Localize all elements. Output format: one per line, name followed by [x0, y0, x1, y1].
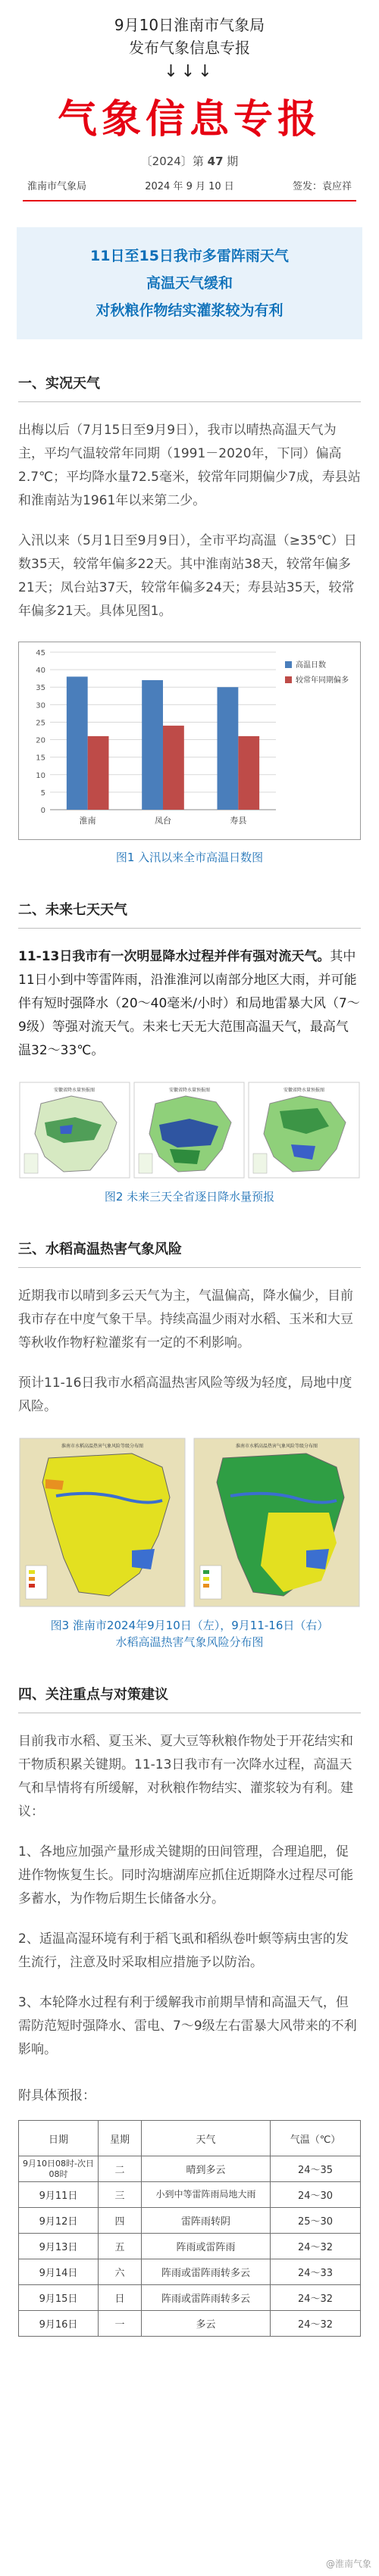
- y-tick-label: 10: [36, 771, 45, 780]
- red-divider: [23, 200, 356, 201]
- cell-week: 一: [99, 2311, 142, 2337]
- cell-weather: 小到中等雷阵雨局地大雨: [142, 2182, 271, 2208]
- intro-line-1: 9月10日淮南市气象局: [114, 16, 265, 34]
- headline-line-2: 高温天气缓和: [146, 275, 233, 292]
- cell-date: 9月16日: [19, 2311, 99, 2337]
- y-tick-label: 20: [36, 736, 45, 745]
- section-divider: [18, 401, 361, 402]
- precip-forecast-maps: [18, 1081, 361, 1179]
- meta-org: 淮南市气象局: [27, 181, 87, 192]
- down-arrows-icon: ↓↓↓: [164, 62, 215, 81]
- col-week-header: 星期: [99, 2121, 142, 2156]
- legend-swatch: [285, 676, 292, 683]
- y-tick-label: 5: [40, 788, 45, 798]
- meta-date: 2024 年 9 月 10 日: [145, 181, 234, 192]
- cell-temp: 24～30: [271, 2182, 361, 2208]
- figure-2: [18, 1081, 361, 1205]
- section-divider: [18, 928, 361, 929]
- bar-above-normal: [238, 736, 259, 810]
- legend-swatch: [285, 661, 292, 668]
- forecast-table: [18, 2120, 361, 2337]
- legend-label: 高温日数: [296, 661, 326, 670]
- cell-date: 9月10日08时-次日08时: [19, 2156, 99, 2182]
- section-divider: [18, 1267, 361, 1268]
- table-row: [19, 2156, 361, 2182]
- cell-date: 9月14日: [19, 2259, 99, 2285]
- section-4-title: 四、关注重点与对策建议: [18, 1687, 168, 1703]
- intro-line-2: 发布气象信息专报: [129, 39, 250, 57]
- section-1-title: 一、实况天气: [18, 376, 100, 392]
- section-2-lead: 11-13日我市有一次明显降水过程并伴有强对流天气。: [18, 949, 330, 964]
- risk-map-right-header: 淮南市水稻高温热害气象风险等级分布图: [235, 1444, 318, 1449]
- cell-weather: 晴到多云: [142, 2156, 271, 2182]
- y-tick-label: 15: [36, 754, 45, 763]
- figure-3: [18, 1437, 361, 1650]
- table-title: 附具体预报：: [18, 2088, 96, 2103]
- cell-week: 日: [99, 2285, 142, 2311]
- risk-map-left: [20, 1438, 185, 1606]
- section-4-paragraph-2: 1、各地应加强产量形成关键期的田间管理，合理追肥，促进作物恢复生长。同时沟塘湖库应抓住近期降水过程尽可能多蓄水，为作物后期生长储备水分。: [18, 1844, 353, 1906]
- risk-map-right: [194, 1438, 359, 1606]
- col-date-header: 日期: [19, 2121, 99, 2156]
- table-header-row: [19, 2121, 361, 2156]
- section-2-paragraph: [18, 945, 361, 1063]
- risk-map-left-header: 淮南市水稻高温热害气象风险等级分布图: [61, 1444, 144, 1449]
- cell-weather: 阵雨或雷阵雨: [142, 2234, 271, 2259]
- cell-temp: 25～30: [271, 2208, 361, 2234]
- x-tick-label: 寿县: [230, 816, 247, 826]
- intro-header: [0, 0, 379, 85]
- cell-week: 六: [99, 2259, 142, 2285]
- section-2-body: 其中11日小到中等雷阵雨，沿淮淮河以南部分地区大雨，并可能伴有短时强降水（20～40毫米/小时）和局地雷暴大风（7～9级）等强对流天气。未来七天无大范围高温天气，最高气温32～33℃。: [18, 949, 360, 1058]
- section-4-paragraph-4: 3、本轮降水过程有利于缓解我市前期旱情和高温天气，但需防范短时强降水、雷电、7～9级左右雷暴大风带来的不利影响。: [18, 1995, 357, 2057]
- cell-temp: 24～32: [271, 2234, 361, 2259]
- cell-temp: 24～33: [271, 2259, 361, 2285]
- bar-high-temp-days: [218, 687, 239, 810]
- table-row: [19, 2182, 361, 2208]
- bar-above-normal: [163, 726, 184, 810]
- precip-map-day-1: [20, 1082, 130, 1178]
- section-2-title: 二、未来七天天气: [18, 902, 127, 918]
- bar-high-temp-days: [142, 680, 163, 810]
- table-row: [19, 2259, 361, 2285]
- section-4-paragraph-3: 2、适温高湿环境有利于稻飞虱和稻纵卷叶螟等病虫害的发生流行，注意及时采取相应措施予以防治。: [18, 1931, 349, 1970]
- headline-line-1: 11日至15日我市多雷阵雨天气: [90, 248, 289, 264]
- meta-row: [27, 178, 352, 192]
- table-row: [19, 2234, 361, 2259]
- table-row: [19, 2311, 361, 2337]
- col-temp-header: 气温（℃）: [271, 2121, 361, 2156]
- meta-signer: 签发：袁应祥: [292, 181, 352, 192]
- bar-above-normal: [88, 736, 109, 810]
- cell-weather: 阵雨或雷阵雨转多云: [142, 2259, 271, 2285]
- cell-date: 9月13日: [19, 2234, 99, 2259]
- x-tick-label: 淮南: [79, 816, 96, 826]
- y-tick-label: 0: [40, 807, 45, 815]
- precip-map-day-2: [134, 1082, 244, 1178]
- y-tick-label: 30: [36, 701, 45, 710]
- cell-temp: 24～35: [271, 2156, 361, 2182]
- section-1-paragraph-1: 出梅以后（7月15日至9月9日），我市以晴热高温天气为主，平均气温较常年同期（1991－2020年，下同）偏高2.7℃；平均降水量72.5毫米，较常年同期偏少7成，寿县站和淮南站为1961年以来第二少。: [18, 423, 361, 508]
- cell-temp: 24～32: [271, 2285, 361, 2311]
- col-weather-header: 天气: [142, 2121, 271, 2156]
- issue-number: [0, 153, 379, 169]
- precip-map-day-3: [249, 1082, 359, 1178]
- report-banner-title: 气象信息专报: [57, 96, 321, 142]
- high-temp-days-chart: [18, 642, 361, 840]
- cell-weather: 多云: [142, 2311, 271, 2337]
- x-tick-label: 凤台: [155, 816, 171, 826]
- headline-line-3: 对秋粮作物结实灌浆较为有利: [96, 302, 283, 319]
- figure-1-caption: 图1 入汛以来全市高温日数图: [115, 851, 264, 864]
- precip-map-2-header: 安徽省降水量预报图: [168, 1088, 211, 1093]
- issue-prefix: 〔2024〕第: [140, 155, 204, 168]
- cell-temp: 24～32: [271, 2311, 361, 2337]
- section-1-paragraph-2: 入汛以来（5月1日至9月9日），全市平均高温（≥35℃）日数35天，较常年偏多22天。其中淮南站38天，较常年偏多21天；凤台站37天，较常年偏多24天；寿县站35天，较常年偏多21天。具体见图1。: [18, 533, 357, 619]
- section-3-title: 三、水稻高温热害气象风险: [18, 1241, 182, 1257]
- figure-3-caption-line-2: 水稻高温热害气象风险分布图: [115, 1635, 264, 1649]
- issue-num: 47: [207, 155, 224, 168]
- cell-date: 9月12日: [19, 2208, 99, 2234]
- section-3-paragraph-2: 预计11-16日我市水稻高温热害风险等级为轻度，局地中度风险。: [18, 1375, 352, 1414]
- figure-2-caption: 图2 未来三天全省逐日降水量预报: [104, 1190, 275, 1204]
- cell-weather: 雷阵雨转阴: [142, 2208, 271, 2234]
- cell-week: 五: [99, 2234, 142, 2259]
- legend-label: 较常年同期偏多: [296, 676, 349, 685]
- cell-week: 四: [99, 2208, 142, 2234]
- cell-date: 9月11日: [19, 2182, 99, 2208]
- headline-box: [17, 227, 362, 339]
- y-tick-label: 25: [36, 719, 45, 728]
- y-tick-label: 35: [36, 684, 45, 693]
- precip-map-1-header: 安徽省降水量预报图: [53, 1088, 96, 1093]
- figure-1: [18, 642, 361, 866]
- y-tick-label: 40: [36, 667, 45, 676]
- watermark-text: @淮南气象: [325, 2559, 371, 2569]
- cell-week: 二: [99, 2156, 142, 2182]
- section-4-paragraph-1: 目前我市水稻、夏玉米、夏大豆等秋粮作物处于开花结实和干物质积累关键期。11-13日我市有一次降水过程，高温天气和旱情将有所缓解，对秋粮作物结实、灌浆较为有利。建议：: [18, 1734, 353, 1819]
- section-3-paragraph-1: 近期我市以晴到多云天气为主，气温偏高，降水偏少，目前我市存在中度气象干旱。持续高温少雨对水稻、玉米和大豆等秋收作物籽粒灌浆有一定的不利影响。: [18, 1288, 353, 1350]
- y-tick-label: 45: [36, 649, 45, 657]
- cell-week: 三: [99, 2182, 142, 2208]
- precip-map-3-header: 安徽省降水量预报图: [283, 1088, 325, 1093]
- bar-high-temp-days: [67, 676, 88, 810]
- cell-date: 9月15日: [19, 2285, 99, 2311]
- table-row: [19, 2285, 361, 2311]
- rice-heat-risk-maps: [18, 1437, 361, 1608]
- table-row: [19, 2208, 361, 2234]
- figure-3-caption-line-1: 图3 淮南市2024年9月10日（左），9月11-16日（右）: [50, 1619, 329, 1632]
- cell-weather: 阵雨或雷阵雨转多云: [142, 2285, 271, 2311]
- issue-suffix: 期: [227, 155, 239, 168]
